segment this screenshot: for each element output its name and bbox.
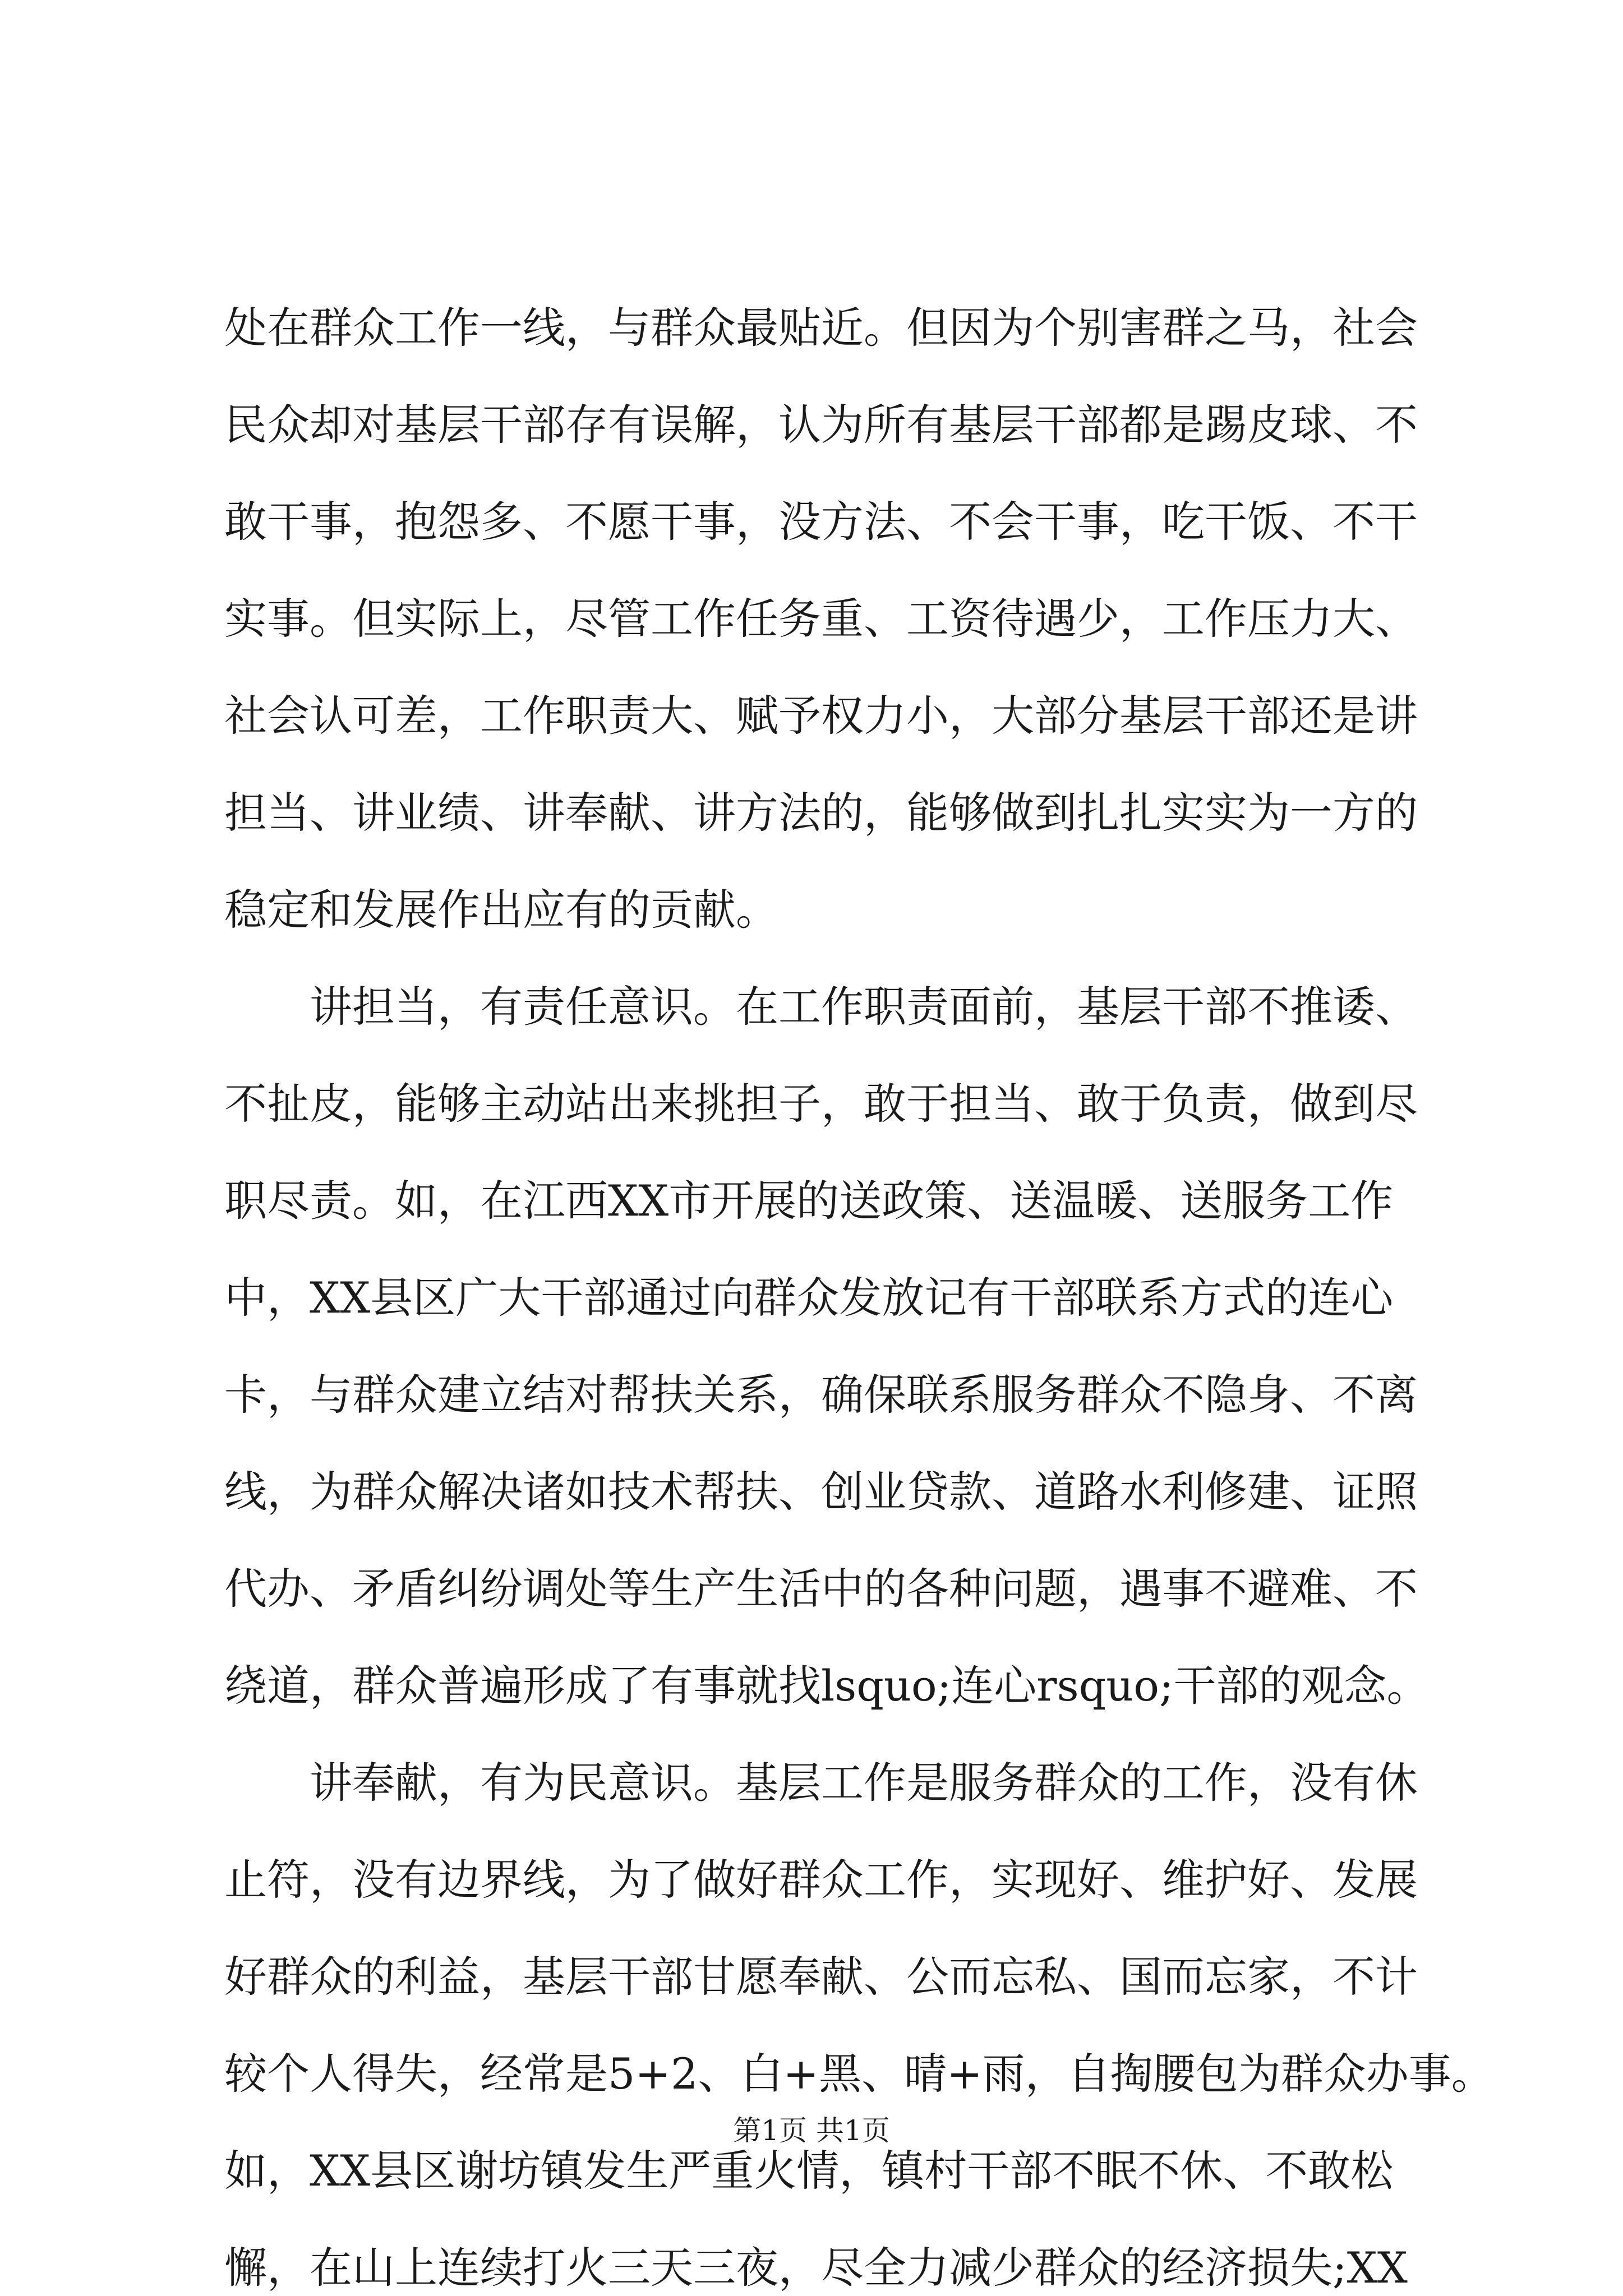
text-line: 稳定和发展作出应有的贡献。 (224, 885, 778, 935)
text-line: 敢干事，抱怨多、不愿干事，没方法、不会干事，吃干饭、不干 (224, 497, 1418, 547)
text-line: 社会认可差，工作职责大、赋予权力小，大部分基层干部还是讲 (224, 691, 1418, 741)
text-line: 线，为群众解决诸如技术帮扶、创业贷款、道路水利修建、证照 (224, 1467, 1418, 1517)
text-line: 卡，与群众建立结对帮扶关系，确保联系服务群众不隐身、不离 (224, 1370, 1418, 1420)
text-line: 好群众的利益，基层干部甘愿奉献、公而忘私、国而忘家，不计 (224, 1952, 1418, 2002)
text-line: 担当、讲业绩、讲奉献、讲方法的，能够做到扎扎实实为一方的 (224, 788, 1418, 838)
text-line: 如，XX县区谢坊镇发生严重火情，镇村干部不眠不休、不敢松 (224, 2146, 1394, 2196)
text-line: 处在群众工作一线，与群众最贴近。但因为个别害群之马，社会 (224, 303, 1418, 353)
text-line: 不扯皮，能够主动站出来挑担子，敢于担当、敢于负责，做到尽 (224, 1079, 1418, 1129)
text-line: 职尽责。如，在江西XX市开展的送政策、送温暖、送服务工作 (224, 1176, 1394, 1226)
text-line: 实事。但实际上，尽管工作任务重、工资待遇少，工作压力大、 (224, 594, 1418, 644)
text-line: 止符，没有边界线，为了做好群众工作，实现好、维护好、发展 (224, 1855, 1418, 1905)
text-line: 代办、矛盾纠纷调处等生产生活中的各种问题，遇事不避难、不 (224, 1564, 1418, 1614)
text-line: 讲担当，有责任意识。在工作职责面前，基层干部不推诿、 (310, 982, 1418, 1032)
page-number-footer: 第1页 共1页 (733, 2114, 890, 2147)
text-line: 中，XX县区广大干部通过向群众发放记有干部联系方式的连心 (224, 1273, 1394, 1323)
text-line: 讲奉献，有为民意识。基层工作是服务群众的工作，没有休 (310, 1758, 1418, 1808)
text-line: 懈，在山上连续打火三天三夜，尽全力减少群众的经济损失;XX (224, 2243, 1408, 2293)
text-line: 民众却对基层干部存有误解，认为所有基层干部都是踢皮球、不 (224, 400, 1418, 450)
text-line: 较个人得失，经常是5+2、白+黑、晴+雨，自掏腰包为群众办事。 (224, 2049, 1494, 2099)
text-line: 绕道，群众普遍形成了有事就找lsquo;连心rsquo;干部的观念。 (224, 1661, 1430, 1711)
